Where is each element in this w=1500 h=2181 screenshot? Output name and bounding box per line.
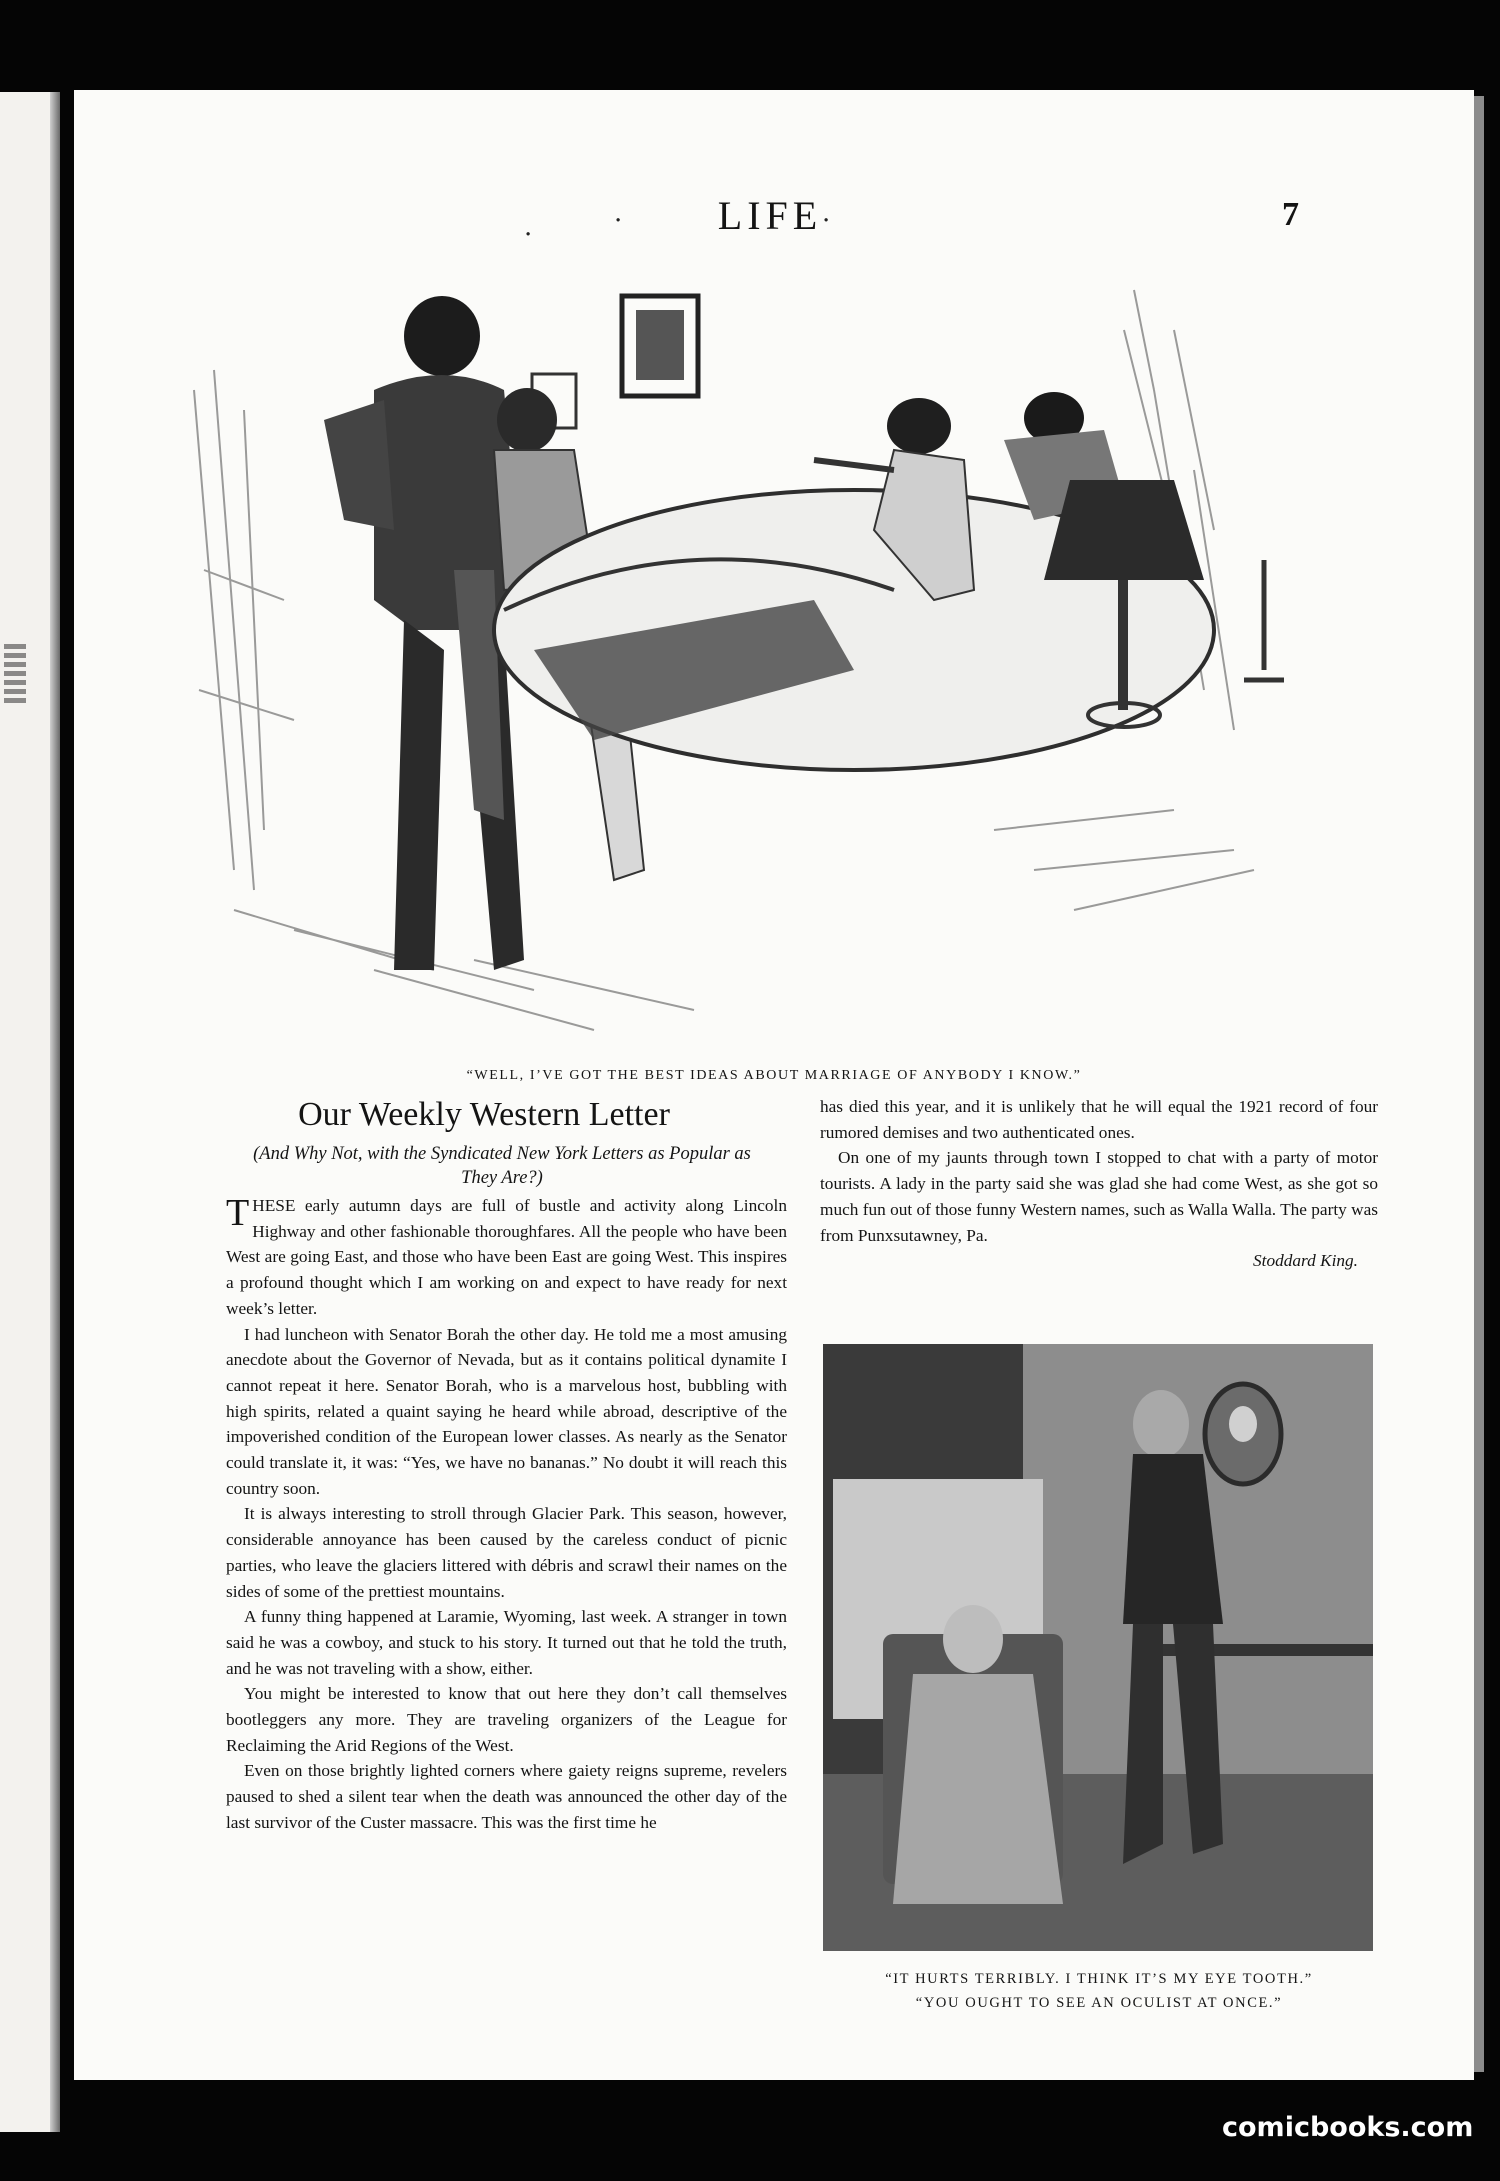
previous-page-edge xyxy=(0,92,60,2132)
header-ornament-dot: · xyxy=(614,206,623,236)
article-paragraph: has died this year, and it is unlikely that he will equal the 1921 record of four rumored demises and two authenticated ones. xyxy=(820,1097,1378,1142)
site-watermark: comicbooks.com xyxy=(1222,2112,1474,2143)
masthead: LIFE xyxy=(717,193,823,238)
article-left-column xyxy=(226,1193,787,1836)
photo-caption-line-2: “YOU OUGHT TO SEE AN OCULIST AT ONCE.” xyxy=(915,1995,1283,2011)
article-paragraph: Even on those brightly lighted corners where gaiety reigns supreme, revelers paused to shed a silent tear when the death was announced the other day of the last survivor of the Custer massacre. This was the first time he xyxy=(226,1761,787,1832)
wall-picture-frame xyxy=(622,296,698,396)
cartoon-illustration xyxy=(174,270,1364,1050)
photo-caption xyxy=(814,1967,1384,2015)
margin-handwriting-mark xyxy=(4,644,26,704)
seated-old-woman xyxy=(883,1605,1063,1904)
page-edge-shadow xyxy=(1474,96,1484,2072)
page-number: 7 xyxy=(1282,196,1299,233)
binding-fold xyxy=(50,92,60,2132)
article-paragraph: On one of my jaunts through town I stopped to chat with a party of motor tourists. A lady in the party said she was glad she had come West, as she got so much fun out of those funny Western names, such as Walla Walla. The party was from Punxsutawney, Pa. xyxy=(820,1148,1378,1245)
article-subtitle: (And Why Not, with the Syndicated New York Letters as Popular as They Are?) xyxy=(253,1144,751,1188)
header-ornament-dot: · xyxy=(822,206,831,236)
article-right-column xyxy=(820,1094,1378,1274)
header-ornament-dot: · xyxy=(524,220,533,250)
article-paragraph: You might be interested to know that out here they don’t call themselves bootleggers any more. They are traveling organizers of the League for Reclaiming the Arid Regions of the West. xyxy=(226,1684,787,1755)
candlestick xyxy=(1244,560,1284,680)
wall-portrait-frame xyxy=(1205,1384,1281,1484)
article-paragraph: A funny thing happened at Laramie, Wyoming, last week. A stranger in town said he was a cowboy, and stuck to his story. It turned out that he told the truth, and he was not traveling with a show, either. xyxy=(226,1607,787,1678)
drop-initial: T xyxy=(226,1192,250,1234)
cartoon-caption: “WELL, I’VE GOT THE BEST IDEAS ABOUT MARRIAGE OF ANYBODY I KNOW.” xyxy=(466,1068,1082,1083)
article-title: Our Weekly Western Letter xyxy=(298,1096,670,1133)
magazine-page xyxy=(74,90,1474,2080)
halftone-illustration xyxy=(823,1344,1373,1951)
article-paragraph: I had luncheon with Senator Borah the other day. He told me a most amusing anecdote about the Governor of Nevada, but as it contains political dynamite I cannot repeat it here. Senator Borah, who is a marvelous host, bubbling with high spirits, related a quaint saying he heard while abroad, descriptive of the impoverished condition of the European lower classes. As nearly as the Senator could translate it, it was: “Yes, we have no bananas.” No doubt it will reach this country soon. xyxy=(226,1324,787,1498)
article-paragraph: THESE early autumn days are full of bustle and activity along Lincoln Highway and other fashionable thoroughfares. All the people who have been West are going East, and those who have been East are going West. This inspires a profound thought which I am working on and expect to have ready for next week’s letter. xyxy=(226,1192,787,1318)
article-paragraph: It is always interesting to stroll through Glacier Park. This season, however, considerable annoyance has been caused by the careless conduct of picnic parties, who leave the glaciers littered with débris and scrawl their names on the sides of some of the prettiest mountains. xyxy=(226,1504,787,1601)
author-signature: Stoddard King. xyxy=(1253,1251,1358,1271)
photo-caption-line-1: “IT HURTS TERRIBLY. I THINK IT’S MY EYE TOOTH.” xyxy=(885,1971,1313,1987)
